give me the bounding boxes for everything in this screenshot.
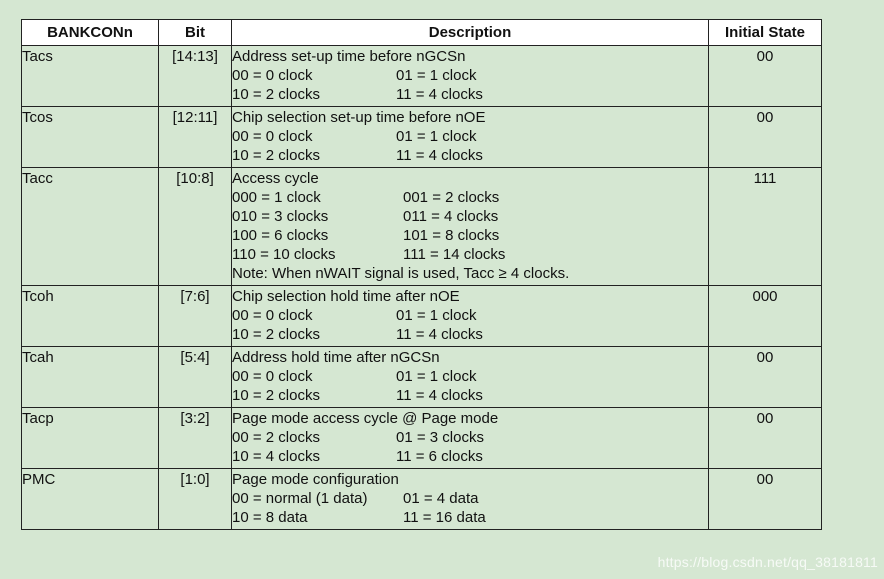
field-bit-range: [12:11] bbox=[159, 107, 232, 168]
table-row bbox=[22, 107, 822, 168]
option-value: 000 = 1 clock bbox=[232, 189, 321, 206]
option-value: 110 = 10 clocks bbox=[232, 246, 336, 263]
field-description bbox=[232, 286, 709, 347]
option-value: 00 = 0 clock bbox=[232, 307, 313, 324]
table-row bbox=[22, 286, 822, 347]
option-value: 01 = 4 data bbox=[403, 490, 479, 507]
option-value: 11 = 4 clocks bbox=[396, 147, 483, 164]
field-initial-state: 00 bbox=[709, 469, 822, 530]
option-line bbox=[232, 85, 708, 104]
field-initial-state: 00 bbox=[709, 107, 822, 168]
description-title: Address hold time after nGCSn bbox=[232, 349, 440, 366]
option-value: 001 = 2 clocks bbox=[403, 189, 500, 206]
option-value: 010 = 3 clocks bbox=[232, 208, 329, 225]
field-description bbox=[232, 107, 709, 168]
option-value: 11 = 4 clocks bbox=[396, 387, 483, 404]
option-value: 00 = 2 clocks bbox=[232, 429, 320, 446]
option-value: 11 = 4 clocks bbox=[396, 326, 483, 343]
description-title: Address set-up time before nGCSn bbox=[232, 48, 466, 65]
header-initial-state: Initial State bbox=[709, 20, 822, 46]
option-value: 01 = 1 clock bbox=[396, 368, 477, 385]
table-row bbox=[22, 347, 822, 408]
option-value: 10 = 2 clocks bbox=[232, 86, 320, 103]
option-value: 00 = 0 clock bbox=[232, 128, 313, 145]
field-bit-range: [1:0] bbox=[159, 469, 232, 530]
option-line bbox=[232, 188, 708, 207]
field-description bbox=[232, 46, 709, 107]
option-value: 10 = 8 data bbox=[232, 509, 308, 526]
field-initial-state: 00 bbox=[709, 46, 822, 107]
header-name: BANKCONn bbox=[22, 20, 159, 46]
option-value: 10 = 2 clocks bbox=[232, 387, 320, 404]
option-line bbox=[232, 226, 708, 245]
header-bit: Bit bbox=[159, 20, 232, 46]
option-value: 11 = 6 clocks bbox=[396, 448, 483, 465]
option-value: 01 = 1 clock bbox=[396, 307, 477, 324]
field-initial-state: 00 bbox=[709, 408, 822, 469]
description-title: Page mode configuration bbox=[232, 471, 399, 488]
table-header-row bbox=[22, 20, 822, 46]
option-value: 11 = 4 clocks bbox=[396, 86, 483, 103]
option-value: 111 = 14 clocks bbox=[403, 246, 506, 263]
table-body bbox=[22, 46, 822, 530]
description-title: Chip selection hold time after nOE bbox=[232, 288, 460, 305]
description-note: Note: When nWAIT signal is used, Tacc ≥ 4 clocks. bbox=[232, 265, 570, 282]
field-name: Tacc bbox=[22, 168, 159, 286]
field-initial-state: 000 bbox=[709, 286, 822, 347]
option-value: 11 = 16 data bbox=[403, 509, 486, 526]
field-name: Tcos bbox=[22, 107, 159, 168]
field-description bbox=[232, 347, 709, 408]
description-title: Access cycle bbox=[232, 170, 319, 187]
field-name: Tcoh bbox=[22, 286, 159, 347]
option-line bbox=[232, 66, 708, 85]
option-line bbox=[232, 306, 708, 325]
option-value: 00 = 0 clock bbox=[232, 67, 313, 84]
option-line bbox=[232, 508, 708, 527]
option-line bbox=[232, 325, 708, 344]
field-bit-range: [7:6] bbox=[159, 286, 232, 347]
option-line bbox=[232, 146, 708, 165]
option-line bbox=[232, 207, 708, 226]
field-bit-range: [5:4] bbox=[159, 347, 232, 408]
option-line bbox=[232, 245, 708, 264]
option-value: 01 = 1 clock bbox=[396, 67, 477, 84]
header-description: Description bbox=[232, 20, 709, 46]
option-line bbox=[232, 428, 708, 447]
option-value: 01 = 3 clocks bbox=[396, 429, 484, 446]
field-name: PMC bbox=[22, 469, 159, 530]
option-line bbox=[232, 367, 708, 386]
table-row bbox=[22, 46, 822, 107]
field-description bbox=[232, 408, 709, 469]
field-bit-range: [3:2] bbox=[159, 408, 232, 469]
field-description bbox=[232, 168, 709, 286]
option-value: 00 = 0 clock bbox=[232, 368, 313, 385]
field-name: Tcah bbox=[22, 347, 159, 408]
field-name: Tacp bbox=[22, 408, 159, 469]
option-line bbox=[232, 386, 708, 405]
field-bit-range: [10:8] bbox=[159, 168, 232, 286]
option-line bbox=[232, 127, 708, 146]
option-value: 01 = 1 clock bbox=[396, 128, 477, 145]
table-row bbox=[22, 469, 822, 530]
option-value: 011 = 4 clocks bbox=[403, 208, 499, 225]
field-initial-state: 111 bbox=[709, 168, 822, 286]
option-value: 10 = 2 clocks bbox=[232, 326, 320, 343]
bankcon-register-table bbox=[21, 19, 822, 530]
description-title: Chip selection set-up time before nOE bbox=[232, 109, 486, 126]
field-initial-state: 00 bbox=[709, 347, 822, 408]
option-line bbox=[232, 489, 708, 508]
field-name: Tacs bbox=[22, 46, 159, 107]
option-value: 00 = normal (1 data) bbox=[232, 490, 368, 507]
table-row bbox=[22, 408, 822, 469]
option-line bbox=[232, 447, 708, 466]
field-bit-range: [14:13] bbox=[159, 46, 232, 107]
table-row bbox=[22, 168, 822, 286]
option-value: 101 = 8 clocks bbox=[403, 227, 500, 244]
field-description bbox=[232, 469, 709, 530]
option-value: 10 = 4 clocks bbox=[232, 448, 320, 465]
watermark: https://blog.csdn.net/qq_38181811 bbox=[657, 554, 878, 570]
option-value: 10 = 2 clocks bbox=[232, 147, 320, 164]
description-title: Page mode access cycle @ Page mode bbox=[232, 410, 499, 427]
option-value: 100 = 6 clocks bbox=[232, 227, 329, 244]
